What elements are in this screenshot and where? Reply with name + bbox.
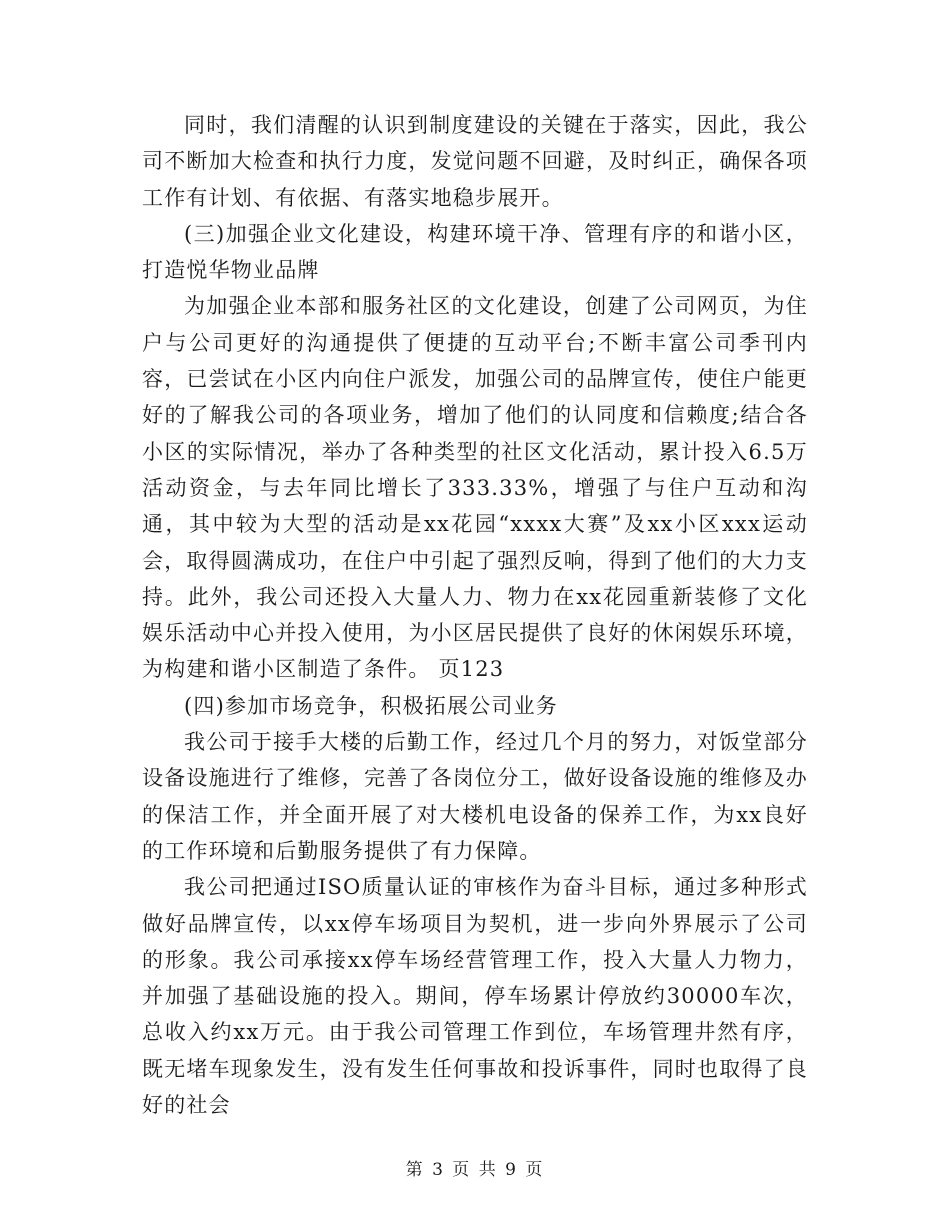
section-heading-market: (四)参加市场竞争，积极拓展公司业务 — [184, 693, 558, 718]
page-number-footer: 第 3 页 共 9 页 — [405, 1160, 545, 1180]
paragraph-parking: 我公司把通过ISO质量认证的审核作为奋斗目标，通过多种形式做好品牌宣传，以xx停车场项目为契机，进一步向外界展示了公司的形象。我公司承接xx停车场经营管理工作，投入大量人力物力，并加强了基础设施的投入。期间，停车场累计停放约30000车次，总收入约xx万元。由于我公司管理工作到位，车场管理井然有序，既无堵车现象发生，没有发生任何事故和投诉事件，同时也取得了良好的社会 — [142, 875, 808, 1118]
section-heading-culture: (三)加强企业文化建设，构建环境干净、管理有序的和谐小区，打造悦华物业品牌 — [142, 221, 808, 283]
document-body — [142, 107, 808, 1123]
paragraph-culture: 为加强企业本部和服务社区的文化建设，创建了公司网页，为住户与公司更好的沟通提供了便捷的互动平台;不断丰富公司季刊内容，已尝试在小区内向住户派发，加强公司的品牌宣传，使住户能更好的了解我公司的各项业务，增加了他们的认同度和信赖度;结合各小区的实际情况，举办了各种类型的社区文化活动，累计投入6.5万活动资金，与去年同比增长了333.33%，增强了与住户互动和沟通，其中较为大型的活动是xx花园“xxxx大赛”及xx小区xxx运动会，取得圆满成功，在住户中引起了强烈反响，得到了他们的大力支持。此外，我公司还投入大量人力、物力在xx花园重新装修了文化娱乐活动中心并投入使用，为小区居民提供了良好的休闲娱乐环境，为构建和谐小区制造了条件。 页123 — [142, 294, 808, 682]
paragraph-implementation: 同时，我们清醒的认识到制度建设的关键在于落实，因此，我公司不断加大检查和执行力度，发觉问题不回避，及时纠正，确保各项工作有计划、有依据、有落实地稳步展开。 — [142, 113, 808, 210]
paragraph-logistics: 我公司于接手大楼的后勤工作，经过几个月的努力，对饭堂部分设备设施进行了维修，完善了各岗位分工，做好设备设施的维修及办的保洁工作，并全面开展了对大楼机电设备的保养工作，为xx良好的工作环境和后勤服务提供了有力保障。 — [142, 730, 808, 863]
